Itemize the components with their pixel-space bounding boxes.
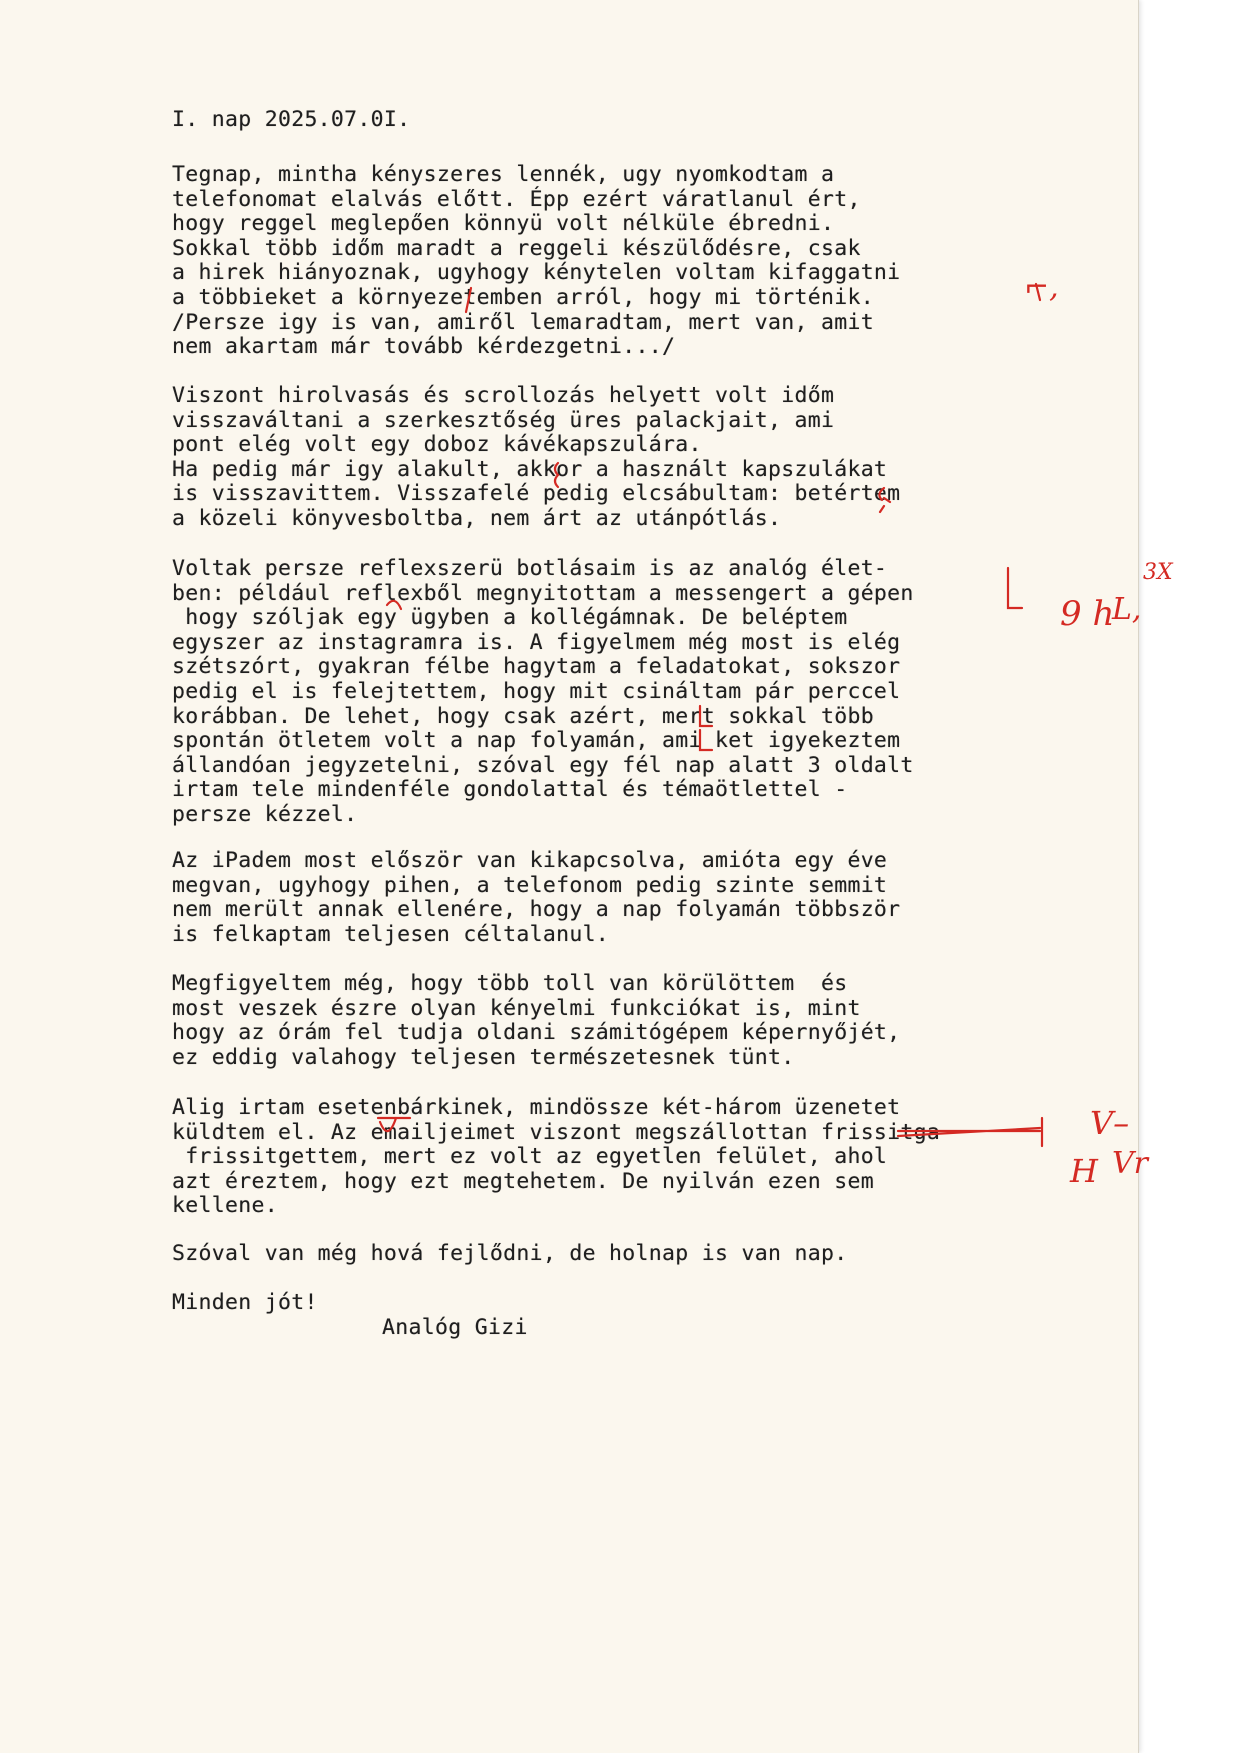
- text-line: Szóval van még hová fejlődni, de holnap is van nap.: [172, 1241, 848, 1266]
- text-line: telefonomat elalvás előtt. Épp ezért váratlanul ért,: [172, 186, 861, 212]
- paragraph-4: [172, 849, 900, 947]
- text-line: Voltak persze reflexszerü botlásaim is az analóg élet-: [172, 556, 888, 581]
- text-line: Alig irtam esetenbárkinek, mindössze két-három üzenetet: [172, 1095, 901, 1120]
- text-line: spontán ötletem volt a nap folyamán, ami ket igyekeztem: [172, 728, 901, 754]
- text-line: kellene.: [172, 1193, 278, 1219]
- text-line: Ha pedig már igy alakult, akkor a használt kapszulákat: [172, 456, 888, 482]
- text-line: frissitgettem, mert ez volt az egyetlen felület, ahol: [172, 1144, 888, 1170]
- text-line: is felkaptam teljesen céltalanul.: [172, 921, 610, 947]
- text-line: ez eddig valahogy teljesen természetesnek tünt.: [172, 1044, 795, 1070]
- text-line: irtam tele mindenféle gondolattal és témaötlettel -: [172, 777, 848, 803]
- text-line: visszaváltani a szerkesztőség üres palackjait, ami: [172, 407, 835, 433]
- text-line: Tegnap, mintha kényszeres lennék, ugy nyomkodtam a: [172, 162, 835, 187]
- paragraph-6: [172, 1096, 940, 1219]
- text-line: is visszavittem. Visszafelé pedig elcsábultam: betértem: [172, 481, 901, 507]
- text-line: Megfigyeltem még, hogy több toll van körülöttem és: [172, 971, 848, 996]
- text-line: korábban. De lehet, hogy csak azért, mert sokkal több: [172, 703, 874, 729]
- margin-mark-2: 3X: [1143, 560, 1173, 585]
- text-line: Viszont hirolvasás és scrollozás helyett volt időm: [172, 383, 835, 408]
- text-line: hogy szóljak egy ügyben a kollégámnak. De beléptem: [172, 605, 848, 631]
- text-line: nem akartam már tovább kérdezgetni.../: [172, 334, 676, 360]
- text-line: a többieket a környezetemben arról, hogy mi történik.: [172, 284, 874, 310]
- text-line: /Persze igy is van, amiről lemaradtam, mert van, amit: [172, 309, 874, 335]
- margin-mark-4: L,: [1112, 592, 1142, 627]
- text-line: szétszórt, gyakran félbe hagytam a feladatokat, sokszor: [172, 654, 901, 680]
- text-line: pedig el is felejtettem, hogy mit csináltam pár perccel: [172, 678, 901, 704]
- paragraph-1: [172, 163, 900, 360]
- text-line: megvan, ugyhogy pihen, a telefonom pedig szinte semmit: [172, 872, 888, 898]
- margin-mark-3: 9 h: [1060, 594, 1115, 634]
- margin-mark-6: H: [1070, 1152, 1098, 1190]
- signature: Analóg Gizi: [382, 1315, 528, 1340]
- text-line: most veszek észre olyan kényelmi funkciókat is, mint: [172, 995, 861, 1021]
- paragraph-2: [172, 384, 900, 532]
- text-line: azt éreztem, hogy ezt megtehetem. De nyilván ezen sem: [172, 1168, 874, 1194]
- margin-mark-7: Vr: [1112, 1146, 1149, 1181]
- closing-line: Minden jót!: [172, 1290, 318, 1315]
- diary-heading: I. nap 2025.07.0I.: [172, 107, 411, 132]
- paragraph-5: [172, 972, 900, 1070]
- text-line: persze kézzel.: [172, 801, 358, 827]
- text-line: nem merült annak ellenére, hogy a nap folyamán többször: [172, 897, 901, 923]
- text-line: hogy az órám fel tudja oldani számitógépem képernyőjét,: [172, 1020, 901, 1046]
- text-line: állandóan jegyzetelni, szóval egy fél nap alatt 3 oldalt: [172, 752, 914, 778]
- text-line: hogy reggel meglepően könnyü volt nélküle ébredni.: [172, 211, 835, 237]
- text-line: ben: például reflexből megnyitottam a messengert a gépen: [172, 580, 914, 606]
- text-line: Az iPadem most először van kikapcsolva, amióta egy éve: [172, 848, 888, 873]
- paragraph-3: [172, 557, 914, 828]
- text-line: egyszer az instagramra is. A figyelmem még most is elég: [172, 629, 901, 655]
- paper-edge: [1138, 0, 1139, 1753]
- text-line: a hirek hiányoznak, ugyhogy kénytelen voltam kifaggatni: [172, 260, 901, 286]
- text-line: Sokkal több időm maradt a reggeli készülődésre, csak: [172, 235, 861, 261]
- text-line: pont elég volt egy doboz kávékapszulára.: [172, 432, 702, 458]
- margin-mark-5: V–: [1090, 1104, 1130, 1142]
- text-line: küldtem el. Az emailjeimet viszont megszállottan frissitga: [172, 1119, 941, 1145]
- paragraph-7: [172, 1242, 847, 1267]
- text-line: a közeli könyvesboltba, nem árt az utánpótlás.: [172, 505, 782, 531]
- margin-mark-1: ⌐,: [1024, 270, 1059, 305]
